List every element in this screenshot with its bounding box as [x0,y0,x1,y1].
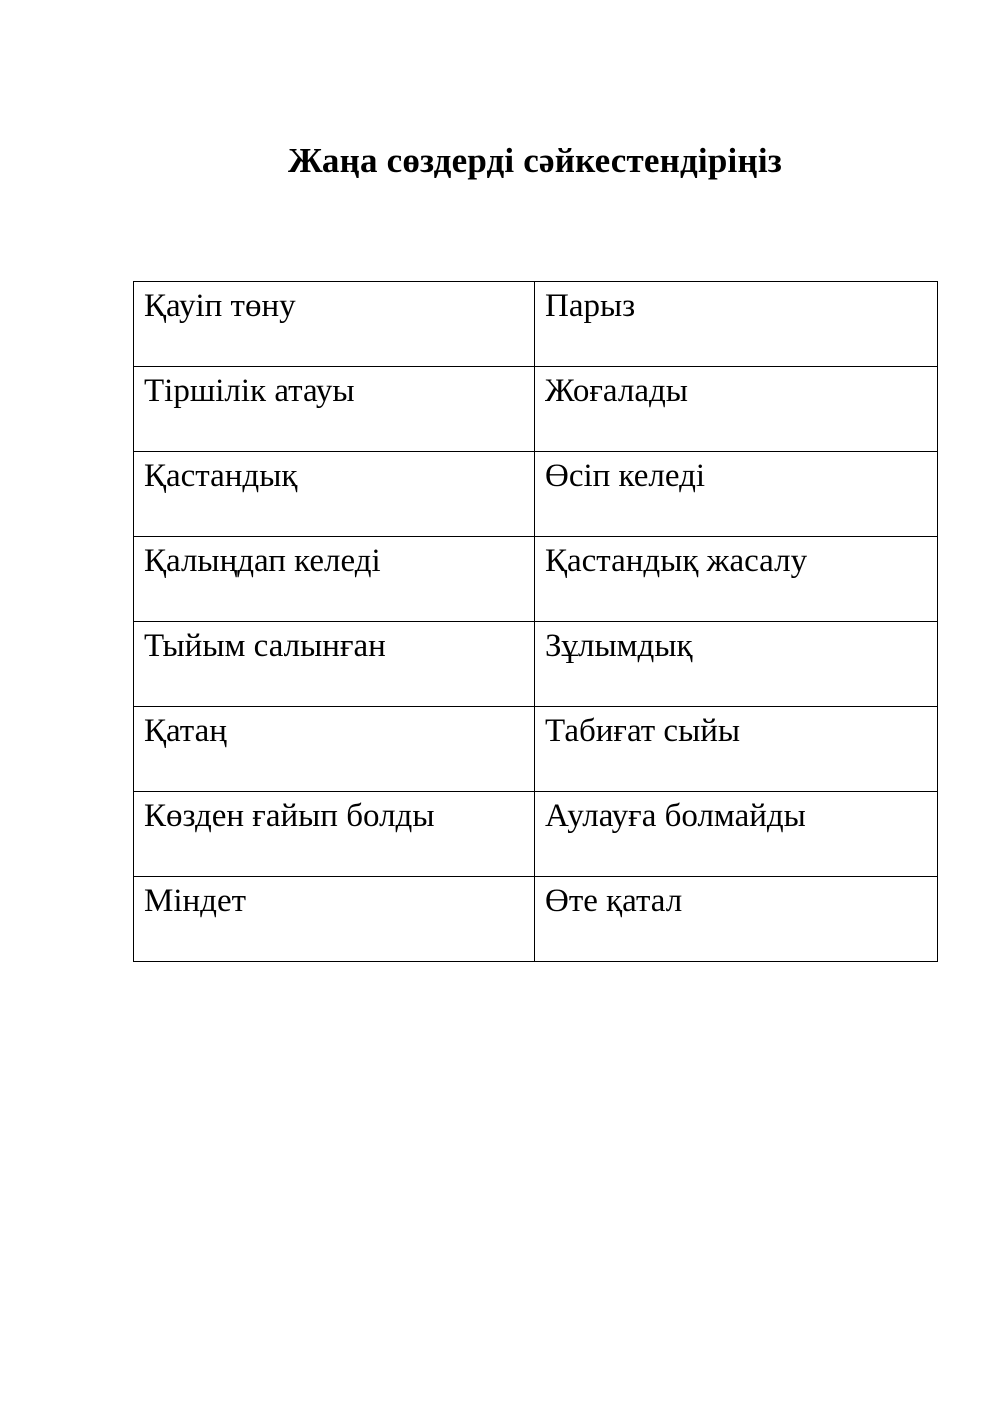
table-row [134,537,938,622]
right-word: Қастандық жасалу [545,543,808,579]
right-cell [535,877,938,962]
left-cell [134,282,535,367]
right-cell [535,452,938,537]
left-word: Қалыңдап келеді [144,543,381,579]
right-cell [535,282,938,367]
right-word: Жоғалады [545,373,688,409]
right-word: Табиғат сыйы [545,713,741,749]
table-row [134,622,938,707]
left-word: Көзден ғайып болды [144,798,435,834]
right-word: Парыз [545,288,636,324]
right-word: Өсіп келеді [545,458,706,494]
table-row [134,282,938,367]
right-cell [535,792,938,877]
matching-table [133,281,938,962]
left-cell [134,707,535,792]
table-row [134,452,938,537]
right-word: Өте қатал [545,883,683,919]
left-word: Қатаң [144,713,227,749]
table-row [134,877,938,962]
right-cell [535,537,938,622]
left-cell [134,452,535,537]
left-word: Қастандық [144,458,298,494]
left-cell [134,792,535,877]
right-cell [535,367,938,452]
left-word: Қауіп төну [144,288,296,324]
table-row [134,367,938,452]
left-cell [134,622,535,707]
table-row [134,792,938,877]
right-word: Аулауға болмайды [545,798,806,834]
left-word: Тыйым салынған [144,628,386,664]
left-cell [134,877,535,962]
left-word: Тіршілік атауы [144,373,355,409]
left-cell [134,367,535,452]
right-word: Зұлымдық [545,628,693,664]
table-row [134,707,938,792]
right-cell [535,707,938,792]
right-cell [535,622,938,707]
left-word: Міндет [144,883,247,919]
left-cell [134,537,535,622]
page-title: Жаңа сөздерді сәйкестендіріңіз [287,141,783,180]
